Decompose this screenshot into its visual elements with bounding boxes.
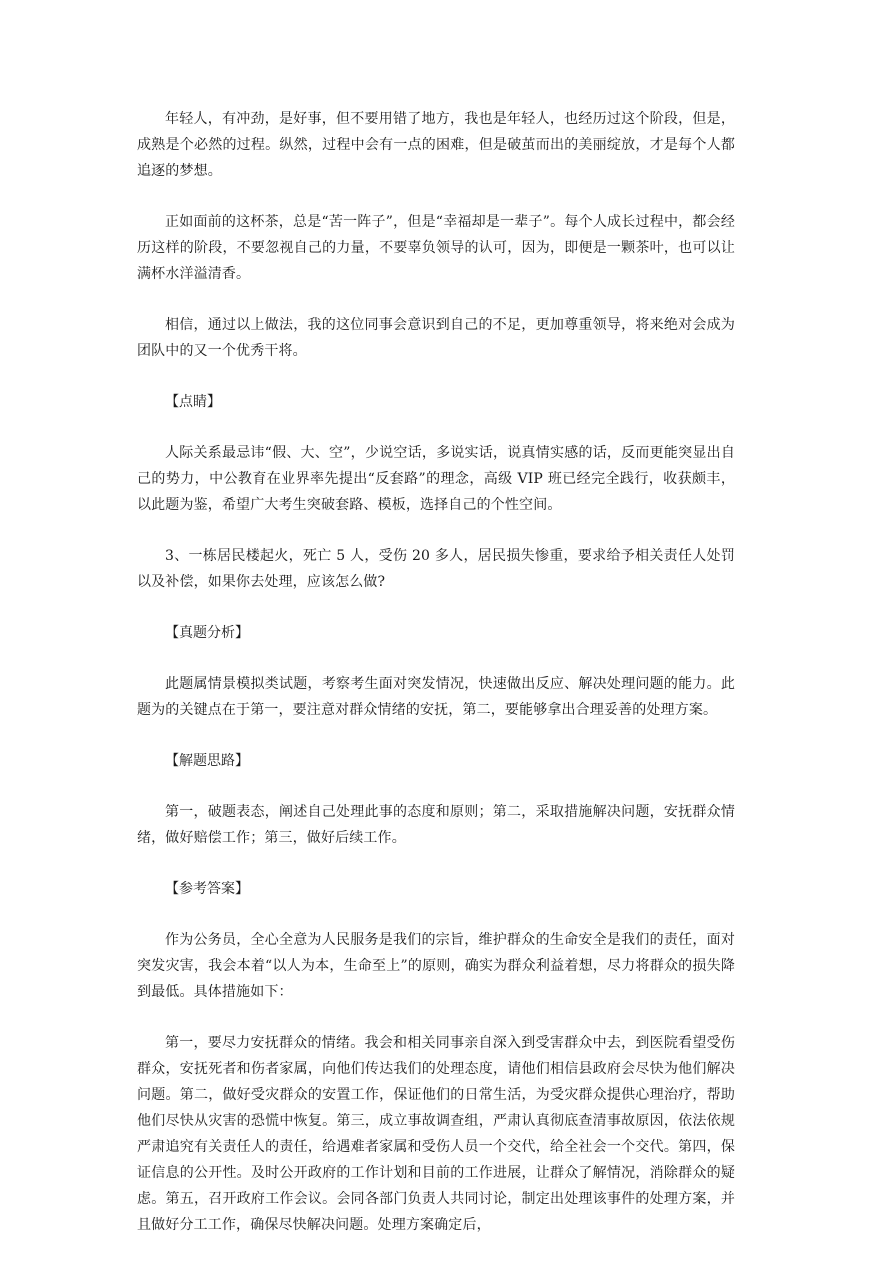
section-heading-answer: 【参考答案】 bbox=[165, 881, 249, 897]
document-body bbox=[137, 106, 735, 1263]
paragraph: 此题属情景模拟类试题，考察考生面对突发情况，快速做出反应、解决处理问题的能力。此题为的关键点在于第一，要注意对群众情绪的安抚，第二，要能够拿出合理妥善的处理方案。 bbox=[137, 676, 735, 718]
paragraph: 人际关系最忌讳“假、大、空”，少说空话，多说实话，说真情实感的话，反而更能突显出自己的势力，中公教育在业界率先提出“反套路”的理念，高级 VIP 班已经完全践行，收获颇丰，以此题为鉴，希望广大考生突破套路、模板，选择自己的个性空间。 bbox=[137, 445, 735, 513]
section-heading-approach: 【解题思路】 bbox=[165, 753, 249, 769]
question-paragraph: 3、一栋居民楼起火，死亡 5 人，受伤 20 多人，居民损失惨重，要求给予相关责任人处罚以及补偿，如果你去处理，应该怎么做? bbox=[137, 548, 735, 590]
paragraph: 相信，通过以上做法，我的这位同事会意识到自己的不足，更加尊重领导，将来绝对会成为团队中的又一个优秀干将。 bbox=[137, 317, 735, 359]
paragraph: 年轻人，有冲劲，是好事，但不要用错了地方，我也是年轻人，也经历过这个阶段，但是，成熟是个必然的过程。纵然，过程中会有一点的困难，但是破茧而出的美丽绽放，才是每个人都追逐的梦想。 bbox=[137, 111, 735, 179]
paragraph: 第一，要尽力安抚群众的情绪。我会和相关同事亲自深入到受害群众中去，到医院看望受伤群众，安抚死者和伤者家属，向他们传达我们的处理态度，请他们相信县政府会尽快为他们解决问题。第二，做好受灾群众的安置工作，保证他们的日常生活，为受灾群众提供心理治疗，帮助他们尽快从灾害的恐慌中恢复。第三，成立事故调查组，严肃认真彻底查清事故原因，依法依规严肃追究有关责任人的责任，给遇难者家属和受伤人员一个交代，给全社会一个交代。第四，保证信息的公开性。及时公开政府的工作计划和目前的工作进展，让群众了解情况，消除群众的疑虑。第五，召开政府工作会议。会同各部门负责人共同讨论，制定出处理该事件的处理方案，并且做好分工工作，确保尽快解决问题。处理方案确定后， bbox=[137, 1035, 735, 1233]
paragraph: 作为公务员，全心全意为人民服务是我们的宗旨，维护群众的生命安全是我们的责任，面对突发灾害，我会本着“以人为本，生命至上”的原则，确实为群众利益着想，尽力将群众的损失降到最低。具体措施如下： bbox=[137, 932, 735, 1000]
section-heading-analysis: 【真题分析】 bbox=[165, 625, 249, 641]
section-heading-dianjing: 【点睛】 bbox=[165, 394, 221, 410]
paragraph: 第一，破题表态，阐述自己处理此事的态度和原则；第二，采取措施解决问题，安抚群众情绪，做好赔偿工作；第三，做好后续工作。 bbox=[137, 804, 735, 846]
paragraph: 正如面前的这杯茶，总是“苦一阵子”，但是“幸福却是一辈子”。每个人成长过程中，都会经历这样的阶段，不要忽视自己的力量，不要辜负领导的认可，因为，即便是一颗茶叶，也可以让满杯水洋溢清香。 bbox=[137, 214, 735, 282]
